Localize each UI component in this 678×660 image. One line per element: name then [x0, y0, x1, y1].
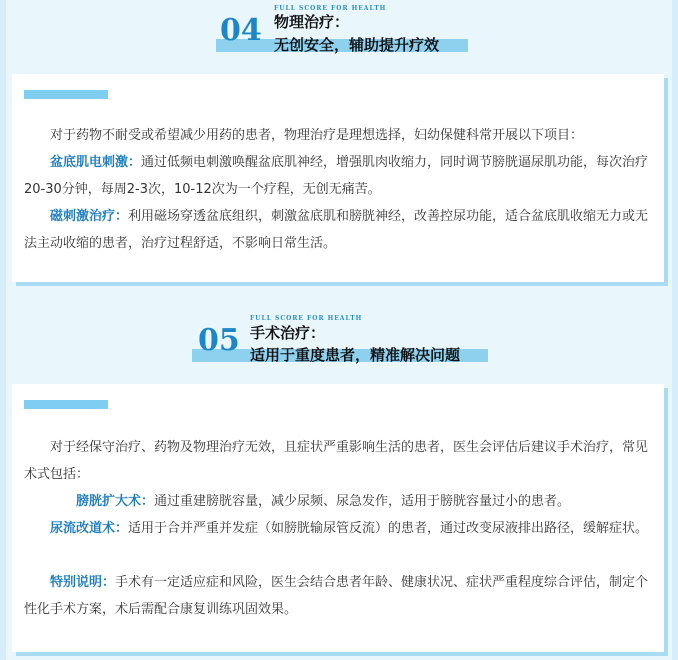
surgery-item-urinary-diversion: [24, 515, 658, 542]
intro-paragraph: 对于经保守治疗、药物及物理治疗无效，且症状严重影响生活的患者，医生会评估后建议手术治疗，常见术式包括：: [24, 440, 649, 482]
section-header-physical-therapy: [6, 0, 672, 60]
item-term: 磁刺激治疗：: [50, 209, 129, 224]
item-text: 通过重建膀胱容量，减少尿频、尿急发作，适用于膀胱容量过小的患者。: [154, 494, 571, 509]
card-accent-bar: [24, 400, 108, 409]
section-title: 物理治疗：: [274, 13, 350, 31]
item-term: 盆底肌电刺激：: [50, 155, 142, 170]
item-text: 手术有一定适应症和风险，医生会结合患者年龄、健康状况、症状严重程度综合评估，制定个性化手术方案，术后需配合康复训练巩固效果。: [24, 575, 649, 617]
section-header-surgery: [6, 312, 672, 372]
item-text: 通过低频电刺激唤醒盆底肌神经，增强肌肉收缩力，同时调节膀胱逼尿肌功能，每次治疗20-30分钟，每周2-3次，10-12次为一个疗程，无创无痛苦。: [24, 155, 649, 197]
treatment-item-magnetic-stimulation: [24, 203, 658, 257]
surgery-item-bladder-augmentation: [24, 488, 658, 515]
header-tag: FULL SCORE FOR HEALTH: [274, 5, 387, 12]
intro-paragraph: 对于药物不耐受或希望减少用药的患者，物理治疗是理想选择，妇幼保健科常开展以下项目：: [50, 128, 584, 143]
section-subtitle: 无创安全，辅助提升疗效: [274, 36, 440, 54]
article-page: [6, 0, 672, 660]
section-title: 手术治疗：: [250, 324, 326, 342]
header-tag: FULL SCORE FOR HEALTH: [250, 315, 363, 322]
content-card-surgery: [12, 384, 664, 652]
item-term: 尿流改道术：: [50, 521, 129, 536]
content-card-physical-therapy: [12, 74, 664, 282]
item-text: 利用磁场穿透盆底组织，刺激盆底肌和膀胱神经，改善控尿功能，适合盆底肌收缩无力或无法主动收缩的患者，治疗过程舒适，不影响日常生活。: [24, 209, 649, 251]
card-accent-bar: [24, 90, 108, 99]
item-term: 特别说明：: [50, 575, 116, 590]
section-subtitle: 适用于重度患者，精准解决问题: [250, 346, 461, 364]
treatment-item-electrical-stimulation: [24, 149, 658, 203]
item-text: 适用于合并严重并发症（如膀胱输尿管反流）的患者，通过改变尿液排出路径，缓解症状。: [128, 521, 649, 536]
section-number: 04: [220, 13, 262, 48]
item-term: 膀胱扩大术：: [76, 494, 155, 509]
special-note: [24, 569, 658, 623]
section-number: 05: [198, 323, 240, 358]
